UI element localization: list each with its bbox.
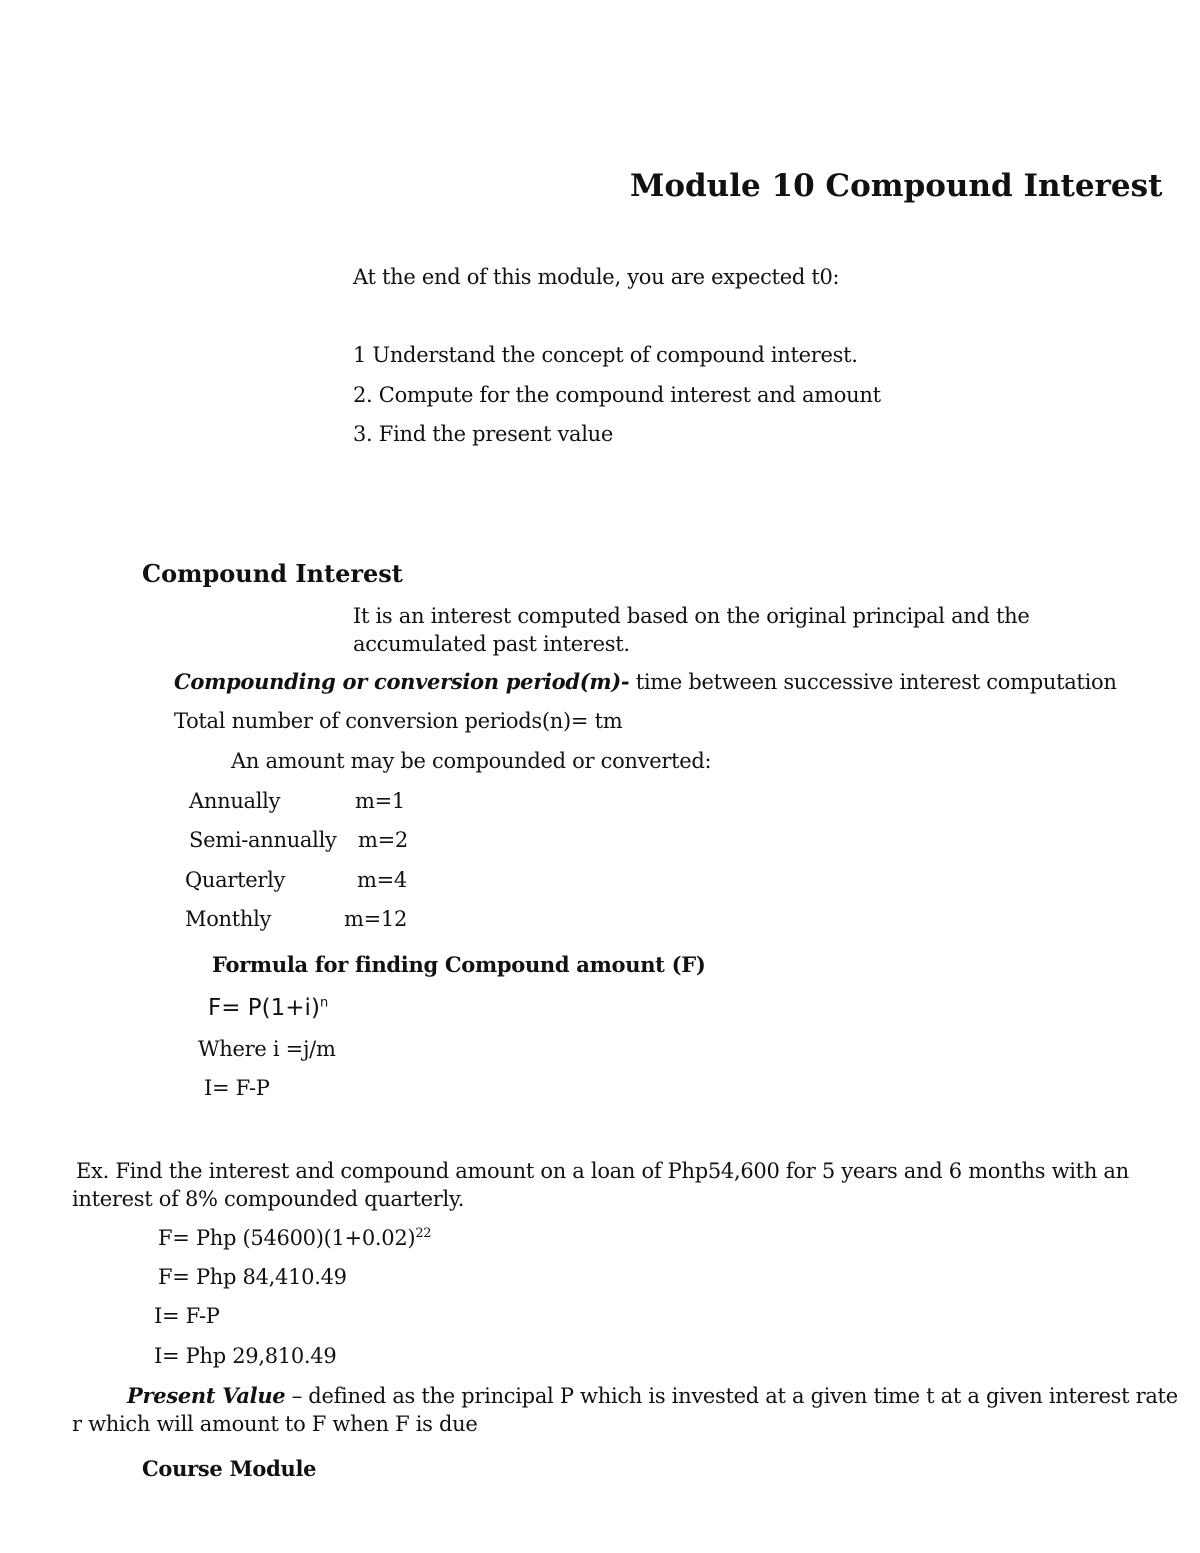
page-title: Module 10 Compound Interest [630,168,1163,204]
objective-item: 3. Find the present value [353,422,614,446]
where-line: Where i =j/m [198,1037,336,1061]
period-definition [174,668,1117,696]
frequency-m: m=12 [344,907,408,931]
frequency-m: m=1 [355,789,405,813]
definition-line: accumulated past interest. [353,632,630,656]
formula-exponent: n [319,995,329,1011]
frequency-m: m=2 [358,828,408,852]
solution-step: F= Php 84,410.49 [158,1265,347,1289]
interest-formula: I= F-P [204,1076,270,1100]
footer-label: Course Module [142,1456,317,1481]
present-value-term: Present Value [127,1383,286,1408]
period-description: time between successive interest computation [629,670,1117,694]
solution-step: I= F-P [154,1304,220,1328]
present-value-line: r which will amount to F when F is due [72,1412,478,1436]
step-base: F= Php (54600)(1+0.02) [158,1226,416,1250]
definition-line: It is an interest computed based on the original principal and the [353,604,1030,628]
present-value-definition [127,1382,1178,1410]
example-line: interest of 8% compounded quarterly. [72,1187,465,1211]
frequency-name: Semi-annually [189,828,337,852]
formula-base: F= P(1+i) [208,995,320,1021]
objective-item: 2. Compute for the compound interest and amount [353,383,881,407]
solution-step: I= Php 29,810.49 [154,1344,337,1368]
objective-item: 1 Understand the concept of compound interest. [353,343,858,367]
present-value-description: – defined as the principal P which is invested at a given time t at a given interest rate [285,1384,1178,1408]
solution-step [158,1224,431,1252]
compounded-intro: An amount may be compounded or converted: [231,749,712,773]
frequency-name: Quarterly [185,868,286,892]
objectives-intro: At the end of this module, you are expected t0: [353,265,840,289]
formula-heading: Formula for finding Compound amount (F) [212,952,706,977]
example-line: Ex. Find the interest and compound amount on a loan of Php54,600 for 5 years and 6 months with an [76,1159,1129,1183]
compound-amount-formula [208,994,328,1022]
section-heading: Compound Interest [142,559,403,588]
period-term: Compounding or conversion period(m)- [174,669,630,694]
step-exponent: 22 [415,1226,432,1241]
frequency-name: Annually [189,789,281,813]
frequency-name: Monthly [185,907,272,931]
frequency-m: m=4 [357,868,407,892]
total-periods: Total number of conversion periods(n)= tm [174,709,623,733]
